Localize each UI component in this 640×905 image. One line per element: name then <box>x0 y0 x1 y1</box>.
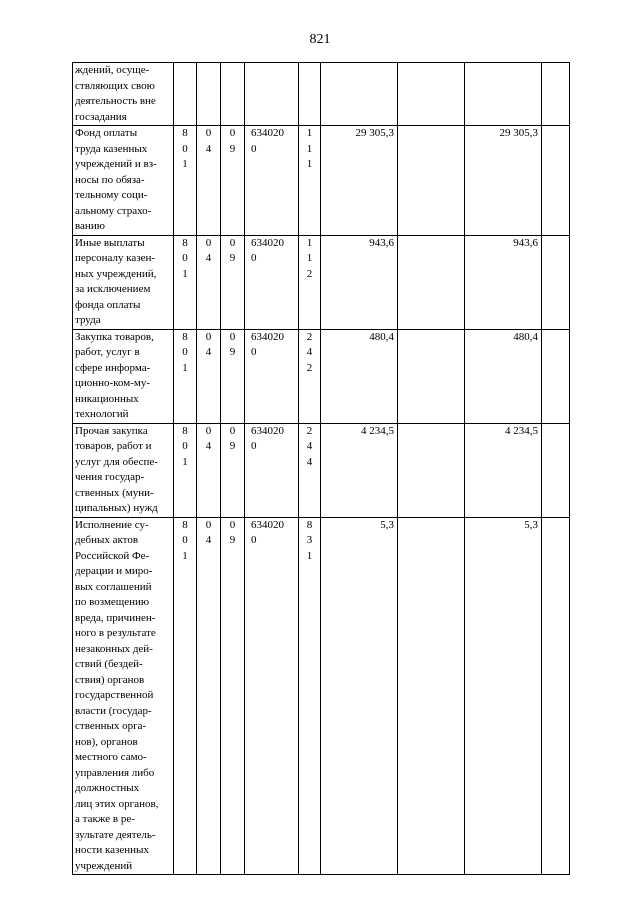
target-code-cell <box>245 517 299 875</box>
d2-text: 0 4 <box>205 330 212 358</box>
target-code-cell <box>245 235 299 329</box>
budget-table <box>72 62 570 875</box>
c3-text: 4 234,5 <box>505 424 538 437</box>
total-amount-cell <box>321 423 398 517</box>
code-text: 634020 0 <box>251 127 284 155</box>
amount-cell-2 <box>398 517 465 875</box>
section-digit-cell <box>174 423 197 517</box>
item-digit-cell <box>221 423 245 517</box>
d3-text: 0 9 <box>229 330 236 358</box>
table-row <box>73 423 570 517</box>
c3-text: 480,4 <box>513 330 538 343</box>
vr-text: 1 1 1 <box>306 127 313 170</box>
item-digit-cell <box>221 126 245 236</box>
item-digit-cell <box>221 517 245 875</box>
row-name-cell <box>73 235 174 329</box>
total-amount-cell <box>321 517 398 875</box>
d1-text: 8 0 1 <box>182 424 188 468</box>
amount-cell-2 <box>398 329 465 423</box>
table-row <box>73 126 570 236</box>
c3-text: 29 305,3 <box>499 127 538 139</box>
amount-cell-2 <box>398 235 465 329</box>
amount-cell-3 <box>465 63 542 126</box>
section-digit-cell <box>174 63 197 126</box>
vr-text: 1 1 2 <box>306 236 313 280</box>
page-number: 821 <box>309 32 331 47</box>
total-text: 5,3 <box>380 518 394 531</box>
amount-cell-3 <box>465 126 542 236</box>
amount-cell-2 <box>398 126 465 236</box>
amount-cell-2 <box>398 423 465 517</box>
row-name-cell <box>73 126 174 236</box>
name-text: Фонд оплаты труда казенных учреждений и вз- носы по обяза- тельному соци- альному страхо- ванию <box>75 127 157 232</box>
c3-text: 5,3 <box>524 518 538 531</box>
section-digit-cell <box>174 126 197 236</box>
vr-text: 2 4 4 <box>306 424 313 468</box>
amount-cell-4 <box>542 126 570 236</box>
d3-text: 0 9 <box>229 236 236 264</box>
subsection-digit-cell <box>197 423 221 517</box>
table-row <box>73 329 570 423</box>
amount-cell-3 <box>465 517 542 875</box>
row-name-cell <box>73 423 174 517</box>
amount-cell-3 <box>465 423 542 517</box>
d2-text: 0 4 <box>205 424 212 452</box>
subsection-digit-cell <box>197 517 221 875</box>
total-amount-cell <box>321 329 398 423</box>
d3-text: 0 9 <box>229 127 236 155</box>
d2-text: 0 4 <box>205 127 212 155</box>
target-code-cell <box>245 329 299 423</box>
expense-type-cell <box>299 517 321 875</box>
total-text: 4 234,5 <box>361 424 394 437</box>
code-text: 634020 0 <box>251 518 284 546</box>
row-name-cell <box>73 63 174 126</box>
total-amount-cell <box>321 235 398 329</box>
total-text: 29 305,3 <box>355 127 394 139</box>
vr-text: 2 4 2 <box>306 330 313 374</box>
amount-cell-4 <box>542 423 570 517</box>
vr-text: 8 3 1 <box>306 518 313 562</box>
section-digit-cell <box>174 329 197 423</box>
name-text: Исполнение су- дебных актов Российской Фе- дерации и миро- вых соглашений по возмещению вреда, причинен- ного в результате незаконных дей- ствий (бездей- ствия) органов государственной власти (государ- ственных орга- нов), органов местного само- управления либо должностных лиц этих органов, а также в ре- зультате деятель- ности казенных учреждений <box>75 518 159 872</box>
amount-cell-4 <box>542 329 570 423</box>
subsection-digit-cell <box>197 63 221 126</box>
table-row <box>73 63 570 126</box>
code-text: 634020 0 <box>251 236 284 264</box>
total-text: 943,6 <box>369 236 394 249</box>
name-text: Закупка товаров, работ, услуг в сфере информа- ционно-ком-му- никационных технологий <box>75 330 154 420</box>
subsection-digit-cell <box>197 329 221 423</box>
item-digit-cell <box>221 329 245 423</box>
code-text: 634020 0 <box>251 424 284 452</box>
d2-text: 0 4 <box>205 518 212 546</box>
amount-cell-4 <box>542 63 570 126</box>
subsection-digit-cell <box>197 235 221 329</box>
item-digit-cell <box>221 63 245 126</box>
amount-cell-4 <box>542 235 570 329</box>
code-text: 634020 0 <box>251 330 284 358</box>
amount-cell-3 <box>465 235 542 329</box>
c3-text: 943,6 <box>513 236 538 249</box>
name-text: Прочая закупка товаров, работ и услуг для обеспе- чения государ- ственных (муни- ципальных) нужд <box>75 424 158 514</box>
d2-text: 0 4 <box>205 236 212 264</box>
expense-type-cell <box>299 329 321 423</box>
target-code-cell <box>245 126 299 236</box>
amount-cell-2 <box>398 63 465 126</box>
row-name-cell <box>73 329 174 423</box>
d1-text: 8 0 1 <box>182 330 188 374</box>
target-code-cell <box>245 423 299 517</box>
d3-text: 0 9 <box>229 424 236 452</box>
total-text: 480,4 <box>369 330 394 343</box>
target-code-cell <box>245 63 299 126</box>
expense-type-cell <box>299 235 321 329</box>
name-text: ждений, осуще- ствляющих свою деятельность вне госзадания <box>75 64 156 123</box>
total-amount-cell <box>321 126 398 236</box>
d3-text: 0 9 <box>229 518 236 546</box>
d1-text: 8 0 1 <box>182 236 188 280</box>
section-digit-cell <box>174 235 197 329</box>
table-row <box>73 517 570 875</box>
amount-cell-4 <box>542 517 570 875</box>
expense-type-cell <box>299 423 321 517</box>
table-row <box>73 235 570 329</box>
subsection-digit-cell <box>197 126 221 236</box>
row-name-cell <box>73 517 174 875</box>
amount-cell-3 <box>465 329 542 423</box>
d1-text: 8 0 1 <box>182 127 188 170</box>
name-text: Иные выплаты персоналу казен- ных учреждений, за исключением фонда оплаты труда <box>75 236 157 326</box>
expense-type-cell <box>299 126 321 236</box>
item-digit-cell <box>221 235 245 329</box>
section-digit-cell <box>174 517 197 875</box>
d1-text: 8 0 1 <box>182 518 188 562</box>
total-amount-cell <box>321 63 398 126</box>
expense-type-cell <box>299 63 321 126</box>
